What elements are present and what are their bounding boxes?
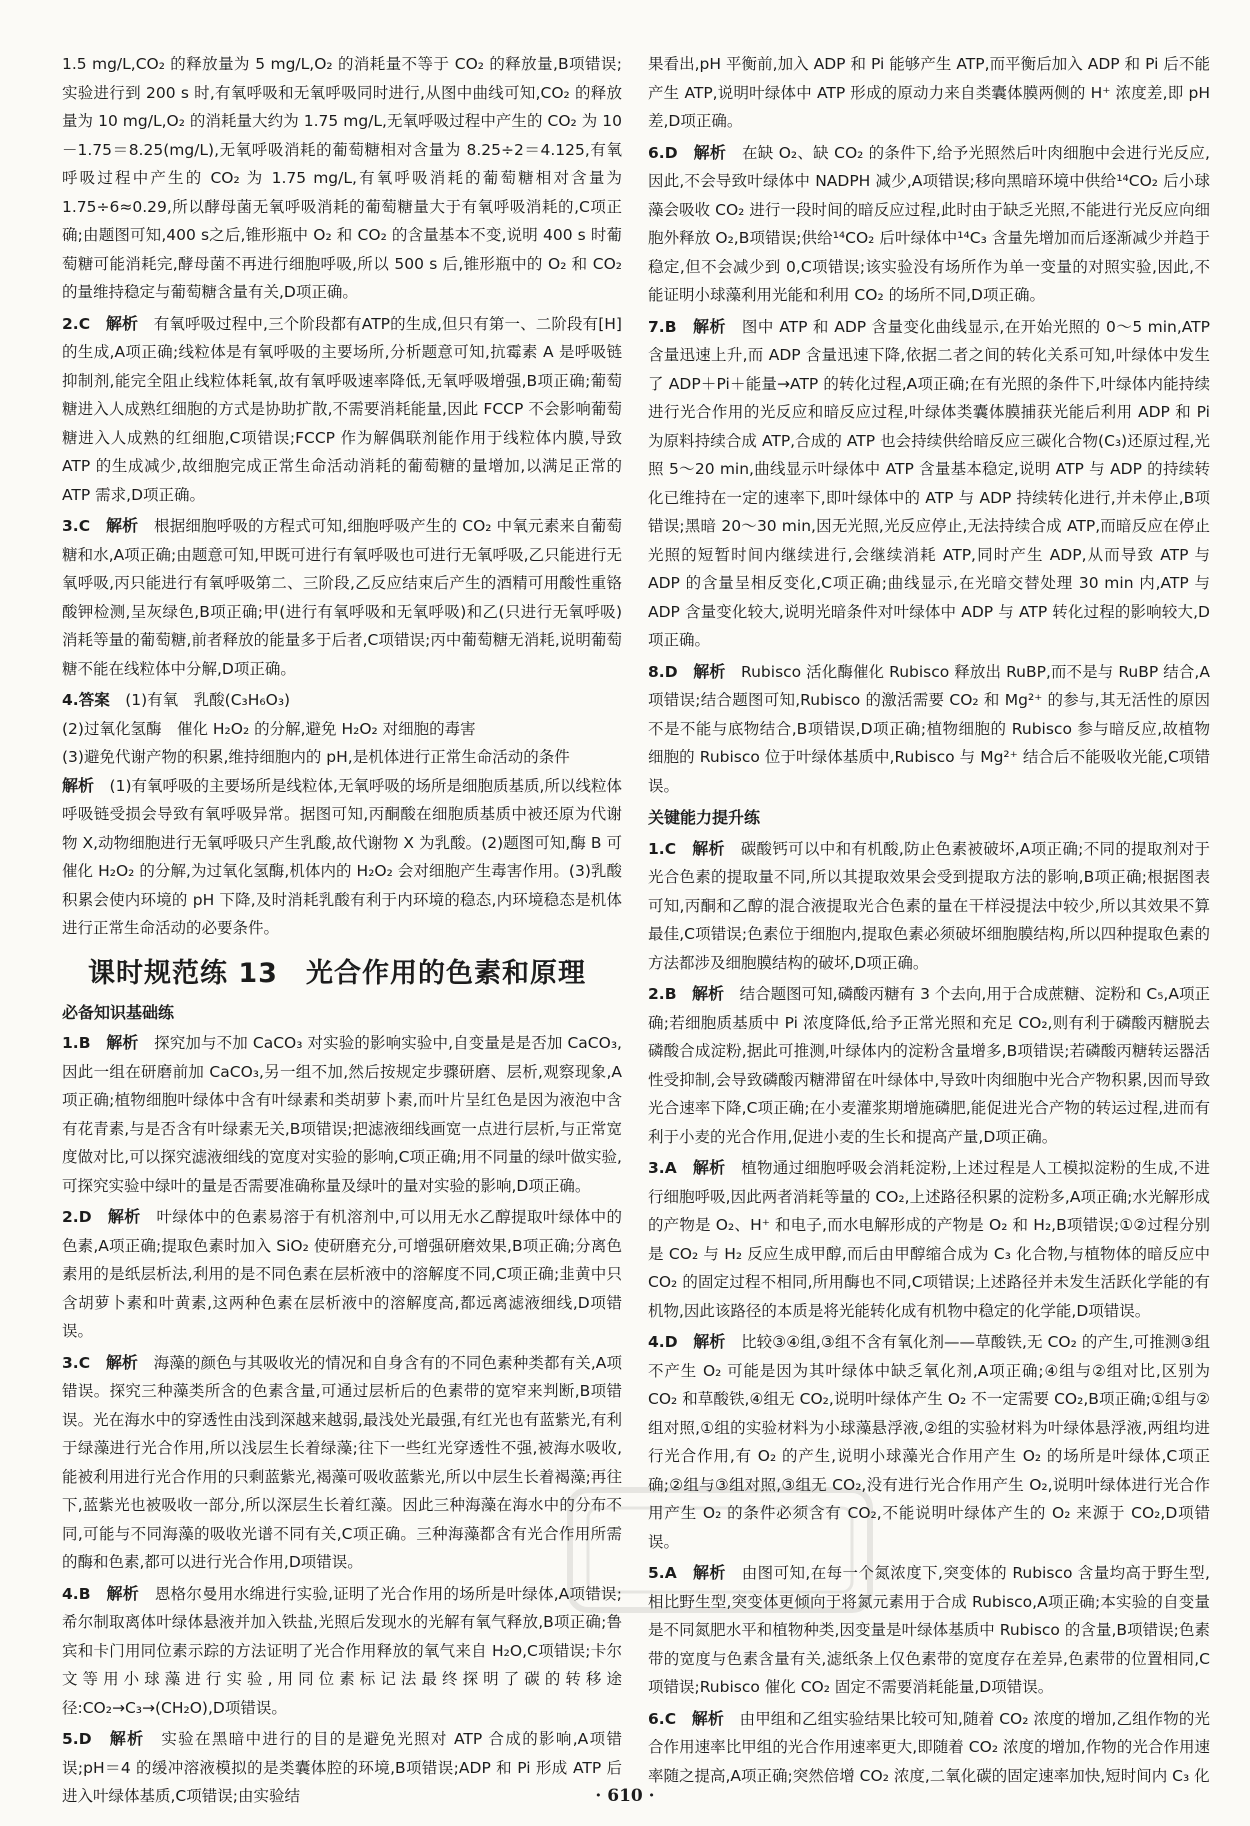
item-text: 结合题图可知,磷酸丙糖有 3 个去向,用于合成蔗糖、淀粉和 C₅,A项正确;若细胞质基质中 Pi 浓度降低,给予正常光照和充足 CO₂,则有利于磷酸丙糖脱去磷酸合成淀粉,据此可推测,叶绿体内的淀粉含量增多,B项错误;若磷酸丙糖转运器活性受抑制,会导致磷酸丙糖滞留在叶绿体中,导致叶肉细胞中光合产物积累,因而导致光合速率下降,C项正确;在小麦灌浆期增施磷肥,能促进光合产物的转运过程,进而有利于小麦的光合作用,促进小麦的生长和提高产量,D项正确。 [648, 985, 1210, 1146]
item-answer: B [664, 985, 677, 1003]
item-number: 7. [648, 317, 665, 336]
answer-part-3: (3)避免代谢产物的积累,维持细胞内的 pH,是机体进行正常生命活动的条件 [62, 748, 570, 766]
sub-heading: 必备知识基础练 [62, 1002, 175, 1022]
item-answer: B [664, 317, 677, 336]
analysis-label: 解析 [691, 1708, 724, 1728]
analysis-label: 解析 [692, 316, 726, 336]
item-answer: D [78, 1208, 92, 1226]
analysis-label: 解析 [693, 142, 727, 162]
item-answer: D [664, 662, 678, 681]
item-text: 碳酸钙可以中和有机酸,防止色素被破坏,A项正确;不同的提取剂对于光合色素的提取量不同,所以其提取效果会受到提取方法的影响,B项正确;根据图表可知,丙酮和乙醇的混合液提取光合色素的量在干样浸提法中较少,所以其效果不算最佳,C项错误;色素位于细胞内,提取色素必须破坏细胞膜结构,所以四种提取色素的方法都涉及细胞膜结构的破坏,D项正确。 [648, 839, 1210, 972]
item-answer: C [78, 1353, 91, 1372]
analysis-paragraph [62, 772, 622, 943]
item-number: 6. [648, 143, 665, 162]
page-number: · 610 · [595, 1786, 655, 1806]
sub-heading: 关键能力提升练 [648, 808, 761, 827]
right-intro-paragraph: 果看出,pH 平衡前,加入 ADP 和 Pi 能够产生 ATP,而平衡后加入 ADP 和 Pi 后不能产生 ATP,说明叶绿体中 ATP 形成的原动力来自类囊体膜两侧的 H⁺ 浓度差,即 pH 差,D项正确。 [648, 55, 1210, 130]
answer-item [648, 1559, 1210, 1702]
item-number: 5. [648, 1564, 665, 1582]
analysis-label: 解析 [106, 1033, 139, 1052]
answer-part-1: (1)有氧 乳酸(C₃H₆O₃) [125, 691, 291, 709]
item-text: 叶绿体中的色素易溶于有机溶剂中,可以用无水乙醇提取叶绿体中的色素,A项正确;提取色素时加入 SiO₂ 使研磨充分,可增强研磨效果,B项正确;分离色素用的是纸层析法,利用的是不同色素在层析液中的溶解度不同,C项正确;韭黄中只含胡萝卜素和叶黄素,这两种色素在层析液中的溶解度高,都远离滤液细线,D项错误。 [62, 1208, 622, 1340]
analysis-label: 解析 [692, 984, 725, 1003]
right-column [648, 50, 1210, 1793]
item-answer: C [78, 314, 91, 333]
item-text: 由图可知,在每一个氮浓度下,突变体的 Rubisco 含量均高于野生型,相比野生型,突变体更倾向于将氮元素用于合成 Rubisco,A项正确;本实验的自变量是不同氮肥水平和植物种类,因变量是叶绿体基质中 Rubisco 的含量,B项错误;色素带的宽度与色素含量有关,滤纸条上仅色素带的宽度存在差异,色素带的位置相同,C项错误;Rubisco 催化 CO₂ 固定不需要消耗能量,D项错误。 [648, 1564, 1210, 1696]
item-number: 4. [62, 691, 79, 709]
answer-item [62, 310, 622, 510]
answer-line [62, 686, 622, 715]
item-answer: B [78, 1584, 91, 1603]
item-number: 5. [62, 1730, 79, 1748]
analysis-label: 解析 [692, 838, 725, 858]
item-answer: C [664, 839, 677, 858]
item-number: 1. [648, 839, 665, 858]
item-text: 实验在黑暗中进行的目的是避免光照对 ATP 合成的影响,A项错误;pH＝4 的缓冲溶液模拟的是类囊体腔的环境,B项错误;ADP 和 Pi 形成 ATP 后进入叶绿体基质,C项错误;由实验结 [62, 1730, 622, 1805]
analysis-label: 解析 [693, 1563, 726, 1582]
answer-item [648, 1154, 1210, 1325]
left-intro-paragraph: 1.5 mg/L,CO₂ 的释放量为 5 mg/L,O₂ 的消耗量不等于 CO₂ 的释放量,B项错误;实验进行到 200 s 时,有氧呼吸和无氧呼吸同时进行,从图中曲线可知,CO₂ 的释放量为 10 mg/L,O₂ 的消耗量大约为 1.75 mg/L,无氧呼吸过程中产生的 CO₂ 为 10－1.75＝8.25(mg/L),无氧呼吸消耗的葡萄糖相对含量为 8.25÷2＝4.125,有氧呼吸过程中产生的 CO₂ 为 1.75 mg/L,有氧呼吸消耗的葡萄糖相对含量为 1.75÷6≈0.29,所以酵母菌无氧呼吸消耗的葡萄糖量大于有氧呼吸消耗的,C项正确;由题图可知,400 s之后,锥形瓶中 O₂ 和 CO₂ 的含量基本不变,说明 400 s 时葡萄糖可能消耗完,酵母菌不再进行细胞呼吸,所以 500 s 后,锥形瓶中的 O₂ 和 CO₂ 的量维持稳定与葡萄糖含量有关,D项正确。 [62, 55, 622, 301]
analysis-label: 解析 [693, 1332, 726, 1351]
item-text: 在缺 O₂、缺 CO₂ 的条件下,给予光照然后叶肉细胞中会进行光反应,因此,不会导致叶绿体中 NADPH 减少,A项错误;移向黑暗环境中供给¹⁴CO₂ 后小球藻会吸收 CO₂ 进行一段时间的暗反应过程,此时由于缺乏光照,不能进行光反应向细胞外释放 O₂,B项错误;供给¹⁴CO₂ 后叶绿体中¹⁴C₃ 含量先增加而后逐渐减少并趋于稳定,但不会减少到 0,C项错误;该实验没有场所作为单一变量的对照实验,因此,不能证明小球藻利用光能和利用 CO₂ 的场所不同,D项正确。 [648, 143, 1210, 304]
analysis-label: 解析 [107, 1207, 141, 1226]
item-number: 8. [648, 662, 665, 681]
item-number: 3. [62, 517, 79, 535]
item-number: 3. [62, 1353, 79, 1372]
item-number: 6. [648, 1709, 665, 1728]
answer-item [648, 658, 1210, 801]
answer-item [648, 835, 1210, 978]
answer-item [62, 1029, 622, 1200]
analysis-label: 解析 [692, 1158, 726, 1177]
item-number: 2. [62, 314, 79, 333]
item-text: 由甲组和乙组实验结果比较可知,随着 CO₂ 浓度的增加,乙组作物的光合作用速率比甲组的光合作用速率更大,即随着 CO₂ 浓度的增加,作物的光合作用速率随之提高,A项正确;突然倍增 CO₂ 浓度,二氧化碳的固定速率加快,短时间内 C₃ 化 [648, 1709, 1210, 1785]
item-answer: A [664, 1564, 677, 1582]
answer-label: 答案 [78, 691, 110, 709]
analysis-label: 解析 [105, 313, 139, 333]
item-number: 4. [62, 1584, 79, 1603]
item-text: 恩格尔曼用水绵进行实验,证明了光合作用的场所是叶绿体,A项错误;希尔制取离体叶绿体悬液并加入铁盐,光照后发现水的光解有氧气释放,B项正确;鲁宾和卡门用同位素示踪的方法证明了光合作用释放的氧气来自 H₂O,C项错误;卡尔文等用小球藻进行实验,用同位素标记法最终探明了碳的转移途径:CO₂→C₃→(CH₂O),D项错误。 [62, 1584, 622, 1717]
left-column [62, 50, 622, 1814]
item-answer: B [78, 1034, 91, 1052]
answer-item [648, 1328, 1210, 1556]
item-answer: D [664, 143, 678, 162]
answer-item [62, 1580, 622, 1723]
item-text: 海藻的颜色与其吸收光的情况和自身含有的不同色素种类都有关,A项错误。探究三种藻类所含的色素含量,可通过层析后的色素带的宽窄来判断,B项错误。光在海水中的穿透性由浅到深越来越弱,最浅处光最强,有红光也有蓝紫光,有利于绿藻进行光合作用,所以浅层生长着绿藻;往下一些红光穿透性不强,被海水吸收,能被利用进行光合作用的只剩蓝紫光,褐藻可吸收蓝紫光,所以中层生长着褐藻;再往下,蓝紫光也被吸收一部分,所以深层生长着红藻。因此三种海藻在海水中的分布不同,可能与不同海藻的吸收光谱不同有关,C项正确。三种海藻都含有光合作用所需的酶和色素,都可以进行光合作用,D项错误。 [62, 1353, 622, 1571]
answer-item [62, 1349, 622, 1577]
item-answer: C [664, 1709, 677, 1728]
analysis-text: (1)有氧呼吸的主要场所是线粒体,无氧呼吸的场所是细胞质基质,所以线粒体呼吸链受损会导致有氧呼吸异常。据图可知,丙酮酸在细胞质基质中被还原为代谢物 X,动物细胞进行无氧呼吸只产生乳酸,故代谢物 X 为乳酸。(2)题图可知,酶 B 可催化 H₂O₂ 的分解,为过氧化氢酶,机体内的 H₂O₂ 会对细胞产生毒害作用。(3)乳酸积累会使内环境的 pH 下降,及时消耗乳酸有利于内环境的稳态,内环境稳态是机体进行正常生命活动的必要条件。 [62, 776, 622, 937]
item-text: 图中 ATP 和 ADP 含量变化曲线显示,在开始光照的 0～5 min,ATP 含量迅速上升,而 ADP 含量迅速下降,依据二者之间的转化关系可知,叶绿体中发生了 ADP＋Pi＋能量→ATP 的转化过程,A项正确;在有光照的条件下,叶绿体内能持续进行光合作用的光反应和暗反应过程,叶绿体类囊体膜捕获光能后利用 ADP 和 Pi 为原料持续合成 ATP,合成的 ATP 也会持续供给暗反应三碳化合物(C₃)还原过程,光照 5～20 min,曲线显示叶绿体中 ATP 含量基本稳定,说明 ATP 与 ADP 的持续转化已维持在一定的速率下,即叶绿体中的 ATP 与 ADP 持续转化进行,并未停止,B项错误;黑暗 20～30 min,因无光照,光反应停止,无法持续合成 ATP,而暗反应在停止光照的短暂时间内继续进行,会继续消耗 ATP,同时产生 ADP,从而导致 ATP 与 ADP 的含量呈相反变化,C项正确;曲线显示,在光暗交替处理 30 min 内,ATP 与 ADP 含量变化较大,说明光暗条件对叶绿体中 ADP 与 ATP 转化过程的影响较大,D项正确。 [648, 317, 1210, 649]
section-title: 课时规范练 13 光合作用的色素和原理 [88, 957, 586, 989]
item-text: 有氧呼吸过程中,三个阶段都有ATP的生成,但只有第一、二阶段有[H]的生成,A项正确;线粒体是有氧呼吸的主要场所,分析题意可知,抗霉素 A 是呼吸链抑制剂,能完全阻止线粒体耗氧,故有氧呼吸速率降低,无氧呼吸增强,B项正确;葡萄糖进入人成熟红细胞的方式是协助扩散,不需要消耗能量,因此 FCCP 不会影响葡萄糖进入人成熟的红细胞,C项错误;FCCP 作为解偶联剂能作用于线粒体内膜,导致 ATP 的生成减少,故细胞完成正常生命活动消耗的葡萄糖的量增加,以满足正常的 ATP 需求,D项正确。 [62, 314, 622, 504]
item-number: 1. [62, 1034, 79, 1052]
answer-item [648, 980, 1210, 1151]
item-answer: D [664, 1333, 678, 1351]
item-number: 2. [648, 985, 665, 1003]
item-answer: C [78, 517, 91, 535]
analysis-label: 解析 [105, 516, 139, 535]
analysis-label: 解析 [106, 1583, 140, 1603]
answer-part-2: (2)过氧化氢酶 催化 H₂O₂ 的分解,避免 H₂O₂ 对细胞的毒害 [62, 719, 476, 738]
analysis-label: 解析 [62, 775, 95, 795]
answer-item [62, 512, 622, 683]
answer-item [648, 313, 1210, 655]
answer-item-4 [62, 686, 622, 943]
item-text: 探究加与不加 CaCO₃ 对实验的影响实验中,自变量是是否加 CaCO₃,因此一组在研磨前加 CaCO₃,另一组不加,然后按规定步骤研磨、层析,观察现象,A项正确;植物细胞叶绿体中含有叶绿素和类胡萝卜素,而叶片呈红色是因为液泡中含有花青素,与是否含有叶绿素无关,B项错误;把滤液细线画宽一点进行层析,与正常宽度做对比,可以探究滤液细线的宽度对实验的影响,C项正确;用不同量的绿叶做实验,可探究实验中绿叶的量是否需要准确称量及绿叶的量对实验的影响,D项正确。 [62, 1034, 622, 1195]
answer-item [62, 1203, 622, 1346]
analysis-label: 解析 [109, 1729, 145, 1748]
item-number: 2. [62, 1208, 79, 1226]
item-text: 植物通过细胞呼吸会消耗淀粉,上述过程是人工模拟淀粉的生成,不进行细胞呼吸,因此两者消耗等量的 CO₂,上述路径积累的淀粉多,A项正确;水光解形成的产物是 O₂、H⁺ 和电子,而水电解形成的产物是 O₂ 和 H₂,B项错误;①②过程分别是 CO₂ 与 H₂ 反应生成甲醇,而后由甲醇缩合成为 C₃ 化合物,与植物体的暗反应中 CO₂ 的固定过程不相同,所用酶也不同,C项错误;上述路径并未发生活跃化学能的有机物,因此该路径的本质是将光能转化成有机物中稳定的化学能,D项错误。 [648, 1159, 1210, 1320]
analysis-label: 解析 [693, 661, 726, 681]
item-number: 3. [648, 1159, 665, 1177]
analysis-label: 解析 [105, 1352, 139, 1372]
item-text: 比较③④组,③组不含有氧化剂——草酸铁,无 CO₂ 的产生,可推测③组不产生 O₂ 可能是因为其叶绿体中缺乏氧化剂,A项正确;④组与②组对比,区别为 CO₂ 和草酸铁,④组无 CO₂,说明叶绿体产生 O₂ 不一定需要 CO₂,B项正确;①组与②组对照,①组的实验材料为小球藻悬浮液,②组的实验材料为叶绿体悬浮液,两组均进行光合作用,有 O₂ 的产生,说明小球藻光合作用产生 O₂ 的场所是叶绿体,C项正确;②组与③组对照,③组无 CO₂,没有进行光合作用产生 O₂,说明叶绿体进行光合作用产生 O₂ 的条件必须含有 CO₂,不能说明叶绿体产生的 O₂ 来源于 CO₂,D项错误。 [648, 1333, 1210, 1551]
answer-item [648, 139, 1210, 310]
item-number: 4. [648, 1333, 665, 1351]
item-answer: D [78, 1730, 92, 1748]
item-text: 根据细胞呼吸的方程式可知,细胞呼吸产生的 CO₂ 中氧元素来自葡萄糖和水,A项正确;由题意可知,甲既可进行有氧呼吸也可进行无氧呼吸,乙只能进行无氧呼吸,丙只能进行有氧呼吸第二、三阶段,乙反应结束后产生的酒精可用酸性重铬酸钾检测,呈灰绿色,B项正确;甲(进行有氧呼吸和无氧呼吸)和乙(只进行无氧呼吸)消耗等量的葡萄糖,前者释放的能量多于后者,C项错误;丙中葡萄糖无消耗,说明葡萄糖不能在线粒体中分解,D项正确。 [62, 517, 622, 678]
answer-item [648, 1705, 1210, 1791]
item-text: Rubisco 活化酶催化 Rubisco 释放出 RuBP,而不是与 RuBP 结合,A项错误;结合题图可知,Rubisco 的激活需要 CO₂ 和 Mg²⁺ 的参与,其无活性的原因不是不能与底物结合,B项错误,D项正确;植物细胞的 Rubisco 参与暗反应,故植物细胞的 Rubisco 位于叶绿体基质中,Rubisco 与 Mg²⁺ 结合后不能吸收光能,C项错误。 [648, 662, 1210, 795]
item-answer: A [664, 1159, 677, 1177]
